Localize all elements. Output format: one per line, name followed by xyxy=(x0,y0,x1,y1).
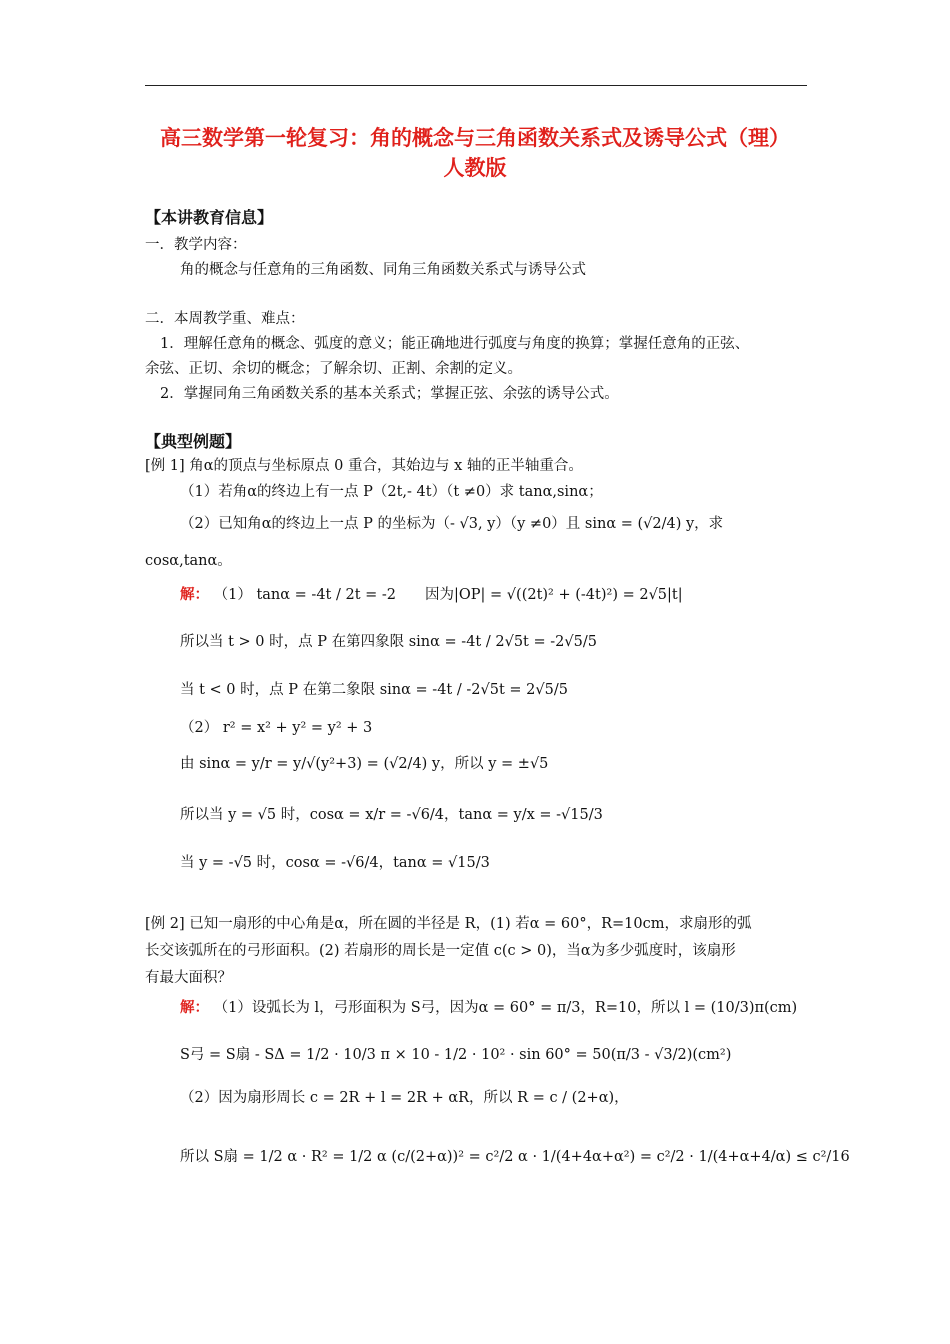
solution-2-line: 所以当 t > 0 时，点 P 在第四象限 sinα = -4t / 2√5t = -2√5/5 xyxy=(180,634,597,650)
ex2-solution-1: （1）设弧长为 l，弓形面积为 S弓，因为α = 60° = π/3，R=10，所以 l = (10/3)π(cm) xyxy=(213,1000,798,1016)
examples-heading: 【典型例题】 xyxy=(145,432,242,451)
ex2-solution-2: S弓 = S扇 - SΔ = 1/2 · 10/3 π × 10 - 1/2 · 10² · sin 60° = 50(π/3 - √3/2)(cm²) xyxy=(180,1047,732,1063)
keypoint-1b: 余弦、正切、余切的概念；了解余切、正割、余割的定义。 xyxy=(145,361,522,377)
page-subtitle: 人教版 xyxy=(443,155,507,180)
example-1-statement: [例 1] 角α的顶点与坐标原点 0 重合，其始边与 x 轴的正半轴重合。 xyxy=(145,458,583,474)
ex2-solution-3: （2）因为扇形周长 c = 2R + l = 2R + αR，所以 R = c / (2+α)， xyxy=(180,1090,629,1106)
example-1-q2-cont: cosα,tanα。 xyxy=(145,553,232,569)
solution-4-line: （2） r² = x² + y² = y² + 3 xyxy=(180,720,373,736)
info-heading: 【本讲教育信息】 xyxy=(145,208,274,227)
content-label: 一．教学内容： xyxy=(145,237,247,253)
keypoint-1a: 1．理解任意角的概念、弧度的意义；能正确地进行弧度与角度的换算；掌握任意角的正弦、 xyxy=(160,336,750,352)
ex2-solution-4: 所以 S扇 = 1/2 α · R² = 1/2 α (c/(2+α))² = c²/2 α · 1/(4+4α+α²) = c²/2 · 1/(4+α+4/α) ≤ c²/16 xyxy=(180,1149,850,1165)
page-title: 高三数学第一轮复习：角的概念与三角函数关系式及诱导公式（理） xyxy=(160,125,790,150)
example-1-q2: （2）已知角α的终边上一点 P 的坐标为（- √3, y）（y ≠0）且 sinα = (√2/4) y，求 xyxy=(180,516,724,532)
solution-3-line: 当 t < 0 时，点 P 在第二象限 sinα = -4t / -2√5t = 2√5/5 xyxy=(180,682,568,698)
solution-5-line: 由 sinα = y/r = y/√(y²+3) = (√2/4) y，所以 y = ±√5 xyxy=(180,756,549,772)
content-text: 角的概念与任意角的三角函数、同角三角函数关系式与诱导公式 xyxy=(180,262,586,278)
example-1-q1: （1）若角α的终边上有一点 P（2t,- 4t）（t ≠0）求 tanα,sinα； xyxy=(180,484,603,500)
solution-label: 解： xyxy=(180,586,209,603)
solution-6-line: 所以当 y = √5 时，cosα = x/r = -√6/4，tanα = y/x = -√15/3 xyxy=(180,807,603,823)
example-2-line-c: 有最大面积？ xyxy=(145,970,232,986)
solution-1-line: （1） tanα = -4t / 2t = -2 因为|OP| = √((2t)² + (-4t)²) = 2√5|t| xyxy=(213,587,683,603)
top-rule xyxy=(145,85,807,86)
example-2-line-a: [例 2] 已知一扇形的中心角是α，所在圆的半径是 R，(1) 若α = 60°，R=10cm，求扇形的弧 xyxy=(145,916,752,932)
keypoints-label: 二．本周教学重、难点： xyxy=(145,311,305,327)
solution-7-line: 当 y = -√5 时，cosα = -√6/4，tanα = √15/3 xyxy=(180,855,490,871)
keypoint-2: 2．掌握同角三角函数关系的基本关系式；掌握正弦、余弦的诱导公式。 xyxy=(160,386,619,402)
example-2-line-b: 长交该弧所在的弓形面积。(2) 若扇形的周长是一定值 c(c > 0)，当α为多少弧度时，该扇形 xyxy=(145,943,736,959)
solution-2-label: 解： xyxy=(180,999,209,1016)
